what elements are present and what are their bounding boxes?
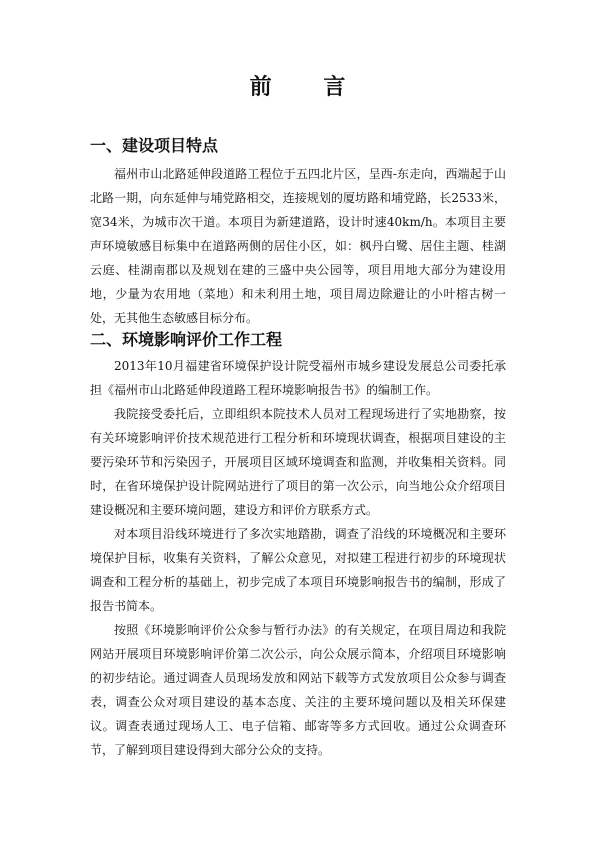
paragraph: 按照《环境影响评价公众参与暂行办法》的有关规定，在项目周边和我院网站开展项目环境影响评价第二次公示，向公众展示简本，介绍项目环境影响的初步结论。通过调查人员现场发放和网站下载等方式发放项目公众参与调查表，调查公众对项目建设的基本态度、关注的主要环境问题以及相关环保建议。调查表通过现场人工、电子信箱、邮寄等多方式回收。通过公众调查环节，了解到项目建设得到大部分公众的支持。 xyxy=(90,623,506,757)
section-heading-2: 二、环境影响评价工作工程 xyxy=(90,330,283,349)
section-1-body xyxy=(90,162,506,330)
paragraph: 我院接受委托后，立即组织本院技术人员对工程现场进行了实地勘察，按有关环境影响评价技术规范进行工程分析和环境现状调查，根据项目建设的主要污染环节和污染因子，开展项目区域环境调查和监测，并收集相关资料。同时，在省环境保护设计院网站进行了项目的第一次公示，向当地公众介绍项目建设概况和主要环境问题，建设方和评价方联系方式。 xyxy=(90,407,506,517)
paragraph: 对本项目沿线环境进行了多次实地踏勘，调查了沿线的环境概况和主要环境保护目标，收集有关资料，了解公众意见，对拟建工程进行初步的环境现状调查和工程分析的基础上，初步完成了本项目环境影响报告书的编制，形成了报告书简本。 xyxy=(90,527,506,613)
paragraph: 福州市山北路延伸段道路工程位于五四北片区，呈西-东走向，西端起于山北路一期，向东延伸与埔党路相交，连接规划的厦坊路和埔党路，长2533米，宽34米，为城市次干道。本项目为新建道路，设计时速40km/h。本项目主要声环境敏感目标集中在道路两侧的居住小区，如：枫丹白鹭、居住主题、桂湖云庭、桂湖南郡以及规划在建的三盛中央公园等，项目用地大部分为建设用地，少量为农用地（菜地）和未利用土地，项目周边除避让的小叶榕古树一处，无其他生态敏感目标分布。 xyxy=(90,167,506,325)
paragraph: 2013年10月福建省环境保护设计院受福州市城乡建设发展总公司委托承担《福州市山北路延伸段道路工程环境影响报告书》的编制工作。 xyxy=(90,359,506,397)
section-heading-1: 一、建设项目特点 xyxy=(90,136,219,155)
section-2-body xyxy=(90,354,506,762)
page-title: 前 言 xyxy=(249,74,368,100)
